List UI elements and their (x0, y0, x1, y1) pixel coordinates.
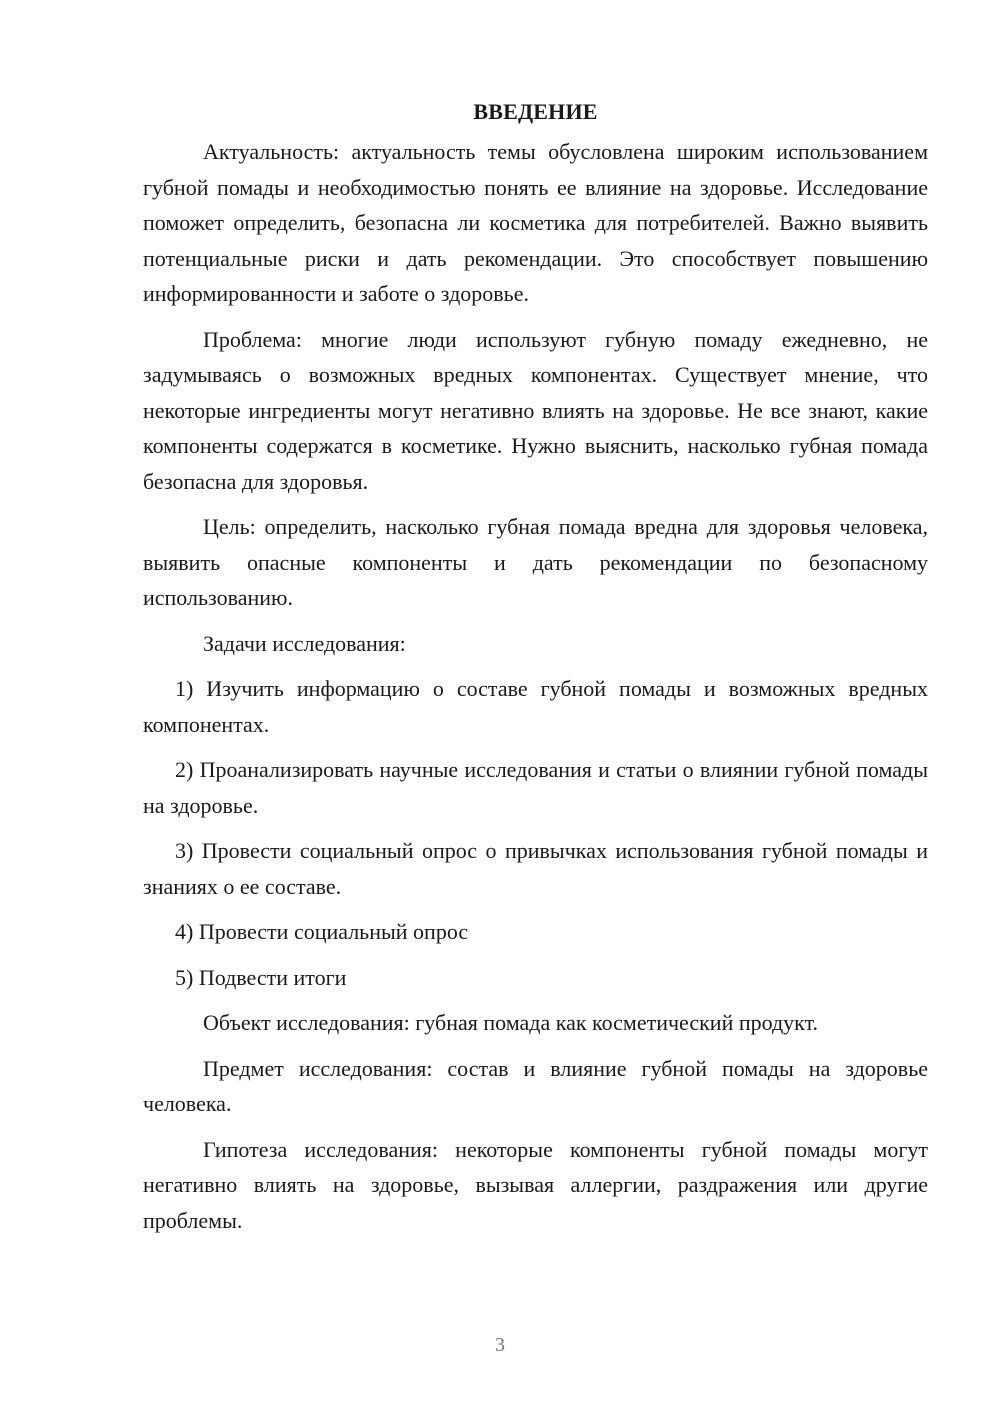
paragraph-object: Объект исследования: губная помада как косметический продукт. (203, 1010, 819, 1035)
task-item-1: 1) Изучить информацию о составе губной помады и возможных вредных компонентах. (143, 676, 928, 737)
task-item-3: 3) Провести социальный опрос о привычках использования губной помады и знаниях о ее составе. (143, 838, 928, 899)
task-item-2: 2) Проанализировать научные исследования и статьи о влиянии губной помады на здоровье. (143, 757, 928, 818)
task-item-5: 5) Подвести итоги (175, 964, 347, 990)
section-title: ВВЕДЕНИЕ (473, 99, 598, 124)
page-number: 3 (495, 1334, 505, 1356)
task-item-4: 4) Провести социальный опрос (175, 919, 469, 944)
paragraph-goal: Цель: определить, насколько губная помада вредна для здоровья человека, выявить опасные компоненты и дать рекомендации по безопасному использованию. (143, 514, 928, 610)
paragraph-subject: Предмет исследования: состав и влияние губной помады на здоровье человека. (143, 1055, 928, 1116)
paragraph-tasks-heading: Задачи исследования: (203, 630, 406, 656)
paragraph-hypothesis: Гипотеза исследования: некоторые компоненты губной помады могут негативно влиять на здоровье, вызывая аллергии, раздражения или другие проблемы. (143, 1136, 928, 1233)
document-page (143, 96, 928, 1248)
paragraph-relevance: Актуальность: актуальность темы обусловлена широким использованием губной помады и необходимостью понять ее влияние на здоровье. Исследование поможет определить, безопасна ли косметика для потребителей. Важно выявить потенциальные риски и дать рекомендации. Это способствует повышению информированности и заботе о здоровье. (143, 139, 928, 306)
paragraph-problem: Проблема: многие люди используют губную помаду ежедневно, не задумываясь о возможных вредных компонентах. Существует мнение, что некоторые ингредиенты могут негативно влиять на здоровье. Не все знают, какие компоненты содержатся в косметике. Нужно выяснить, насколько губная помада безопасна для здоровья. (143, 326, 928, 494)
